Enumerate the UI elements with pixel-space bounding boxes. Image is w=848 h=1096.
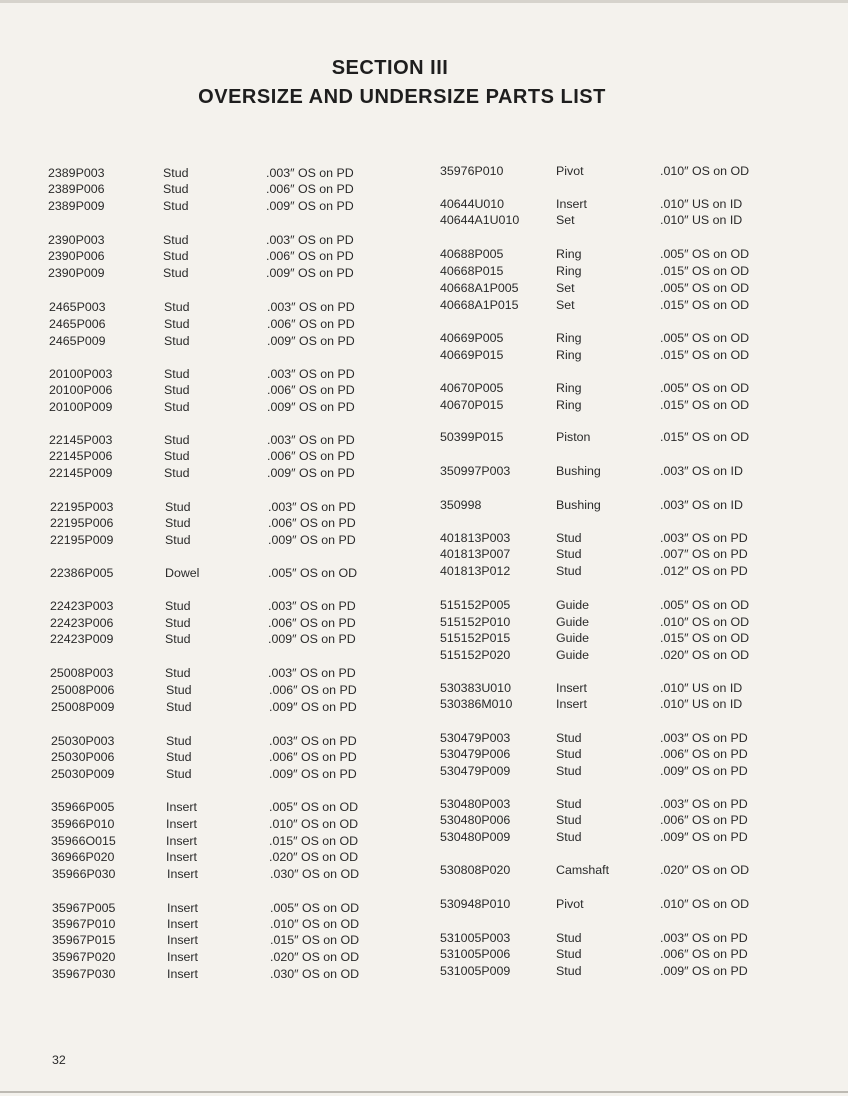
part-description: Insert — [167, 933, 198, 947]
size-spec: .006″ OS on PD — [267, 317, 355, 331]
part-description: Stud — [556, 547, 582, 561]
size-spec: .009″ OS on PD — [660, 964, 748, 978]
part-number: 22423P009 — [50, 632, 114, 646]
size-spec: .020″ OS on OD — [660, 648, 750, 662]
size-spec: .015″ OS on OD — [270, 933, 360, 947]
part-description: Insert — [166, 850, 197, 864]
size-spec: .005″ OS on OD — [660, 381, 750, 395]
part-number: 530479P006 — [440, 747, 511, 761]
part-description: Pivot — [556, 897, 584, 911]
part-description: Stud — [166, 767, 192, 781]
size-spec: .006″ OS on PD — [266, 182, 354, 196]
part-description: Stud — [164, 449, 190, 463]
part-number: 40669P015 — [440, 348, 504, 362]
size-spec: .006″ OS on PD — [269, 683, 357, 697]
size-spec: .005″ OS on OD — [660, 598, 750, 612]
part-number: 20100P009 — [49, 400, 113, 414]
part-number: 40670P005 — [440, 381, 504, 395]
part-description: Stud — [166, 683, 192, 697]
part-number: 35967P020 — [52, 950, 116, 964]
size-spec: .010″ OS on OD — [270, 917, 360, 931]
size-spec: .006″ OS on PD — [660, 747, 748, 761]
part-number: 20100P003 — [49, 367, 113, 381]
size-spec: .009″ OS on PD — [268, 533, 356, 547]
size-spec: .015″ OS on OD — [660, 398, 750, 412]
part-description: Stud — [163, 249, 189, 263]
part-description: Stud — [163, 166, 189, 180]
part-number: 22386P005 — [50, 566, 114, 580]
part-description: Stud — [163, 182, 189, 196]
part-description: Stud — [556, 747, 582, 761]
size-spec: .006″ OS on PD — [269, 750, 357, 764]
part-description: Stud — [556, 964, 582, 978]
size-spec: .006″ OS on PD — [267, 383, 355, 397]
part-number: 2390P009 — [48, 266, 105, 280]
part-number: 35966P010 — [51, 817, 115, 831]
part-description: Stud — [165, 632, 191, 646]
part-description: Stud — [556, 947, 582, 961]
size-spec: .010″ OS on OD — [269, 817, 359, 831]
part-description: Stud — [164, 317, 190, 331]
size-spec: .009″ OS on PD — [660, 830, 748, 844]
size-spec: .009″ OS on PD — [660, 764, 748, 778]
part-number: 35967P005 — [52, 901, 116, 915]
size-spec: .005″ OS on OD — [268, 566, 358, 580]
part-number: 40688P005 — [440, 247, 504, 261]
part-description: Insert — [167, 901, 198, 915]
size-spec: .003″ OS on PD — [266, 166, 354, 180]
part-description: Insert — [166, 834, 197, 848]
part-number: 40668P015 — [440, 264, 504, 278]
part-description: Stud — [556, 731, 582, 745]
size-spec: .012″ OS on PD — [660, 564, 748, 578]
part-number: 530808P020 — [440, 863, 511, 877]
part-description: Stud — [165, 533, 191, 547]
page-title: OVERSIZE AND UNDERSIZE PARTS LIST — [198, 86, 606, 108]
part-number: 350998 — [440, 498, 482, 512]
size-spec: .003″ OS on ID — [660, 498, 743, 512]
part-number: 2389P009 — [48, 199, 105, 213]
size-spec: .015″ OS on OD — [660, 348, 750, 362]
part-description: Insert — [167, 917, 198, 931]
size-spec: .009″ OS on PD — [268, 632, 356, 646]
size-spec: .010″ US on ID — [660, 213, 743, 227]
part-description: Set — [556, 281, 575, 295]
size-spec: .005″ OS on OD — [660, 281, 750, 295]
size-spec: .007″ OS on PD — [660, 547, 748, 561]
part-description: Bushing — [556, 464, 601, 478]
size-spec: .003″ OS on PD — [269, 734, 357, 748]
size-spec: .005″ OS on OD — [660, 331, 750, 345]
part-number: 25030P009 — [51, 767, 115, 781]
part-description: Stud — [556, 797, 582, 811]
part-description: Stud — [163, 233, 189, 247]
part-number: 35966P030 — [52, 867, 116, 881]
size-spec: .003″ OS on PD — [660, 731, 748, 745]
part-description: Stud — [166, 700, 192, 714]
part-number: 531005P009 — [440, 964, 511, 978]
size-spec: .009″ OS on PD — [267, 400, 355, 414]
size-spec: .010″ OS on OD — [660, 897, 750, 911]
part-number: 20100P006 — [49, 383, 113, 397]
size-spec: .006″ OS on PD — [268, 616, 356, 630]
part-number: 25008P006 — [51, 683, 115, 697]
part-description: Stud — [165, 500, 191, 514]
size-spec: .003″ OS on PD — [660, 797, 748, 811]
part-number: 25030P006 — [51, 750, 115, 764]
size-spec: .009″ OS on PD — [267, 466, 355, 480]
size-spec: .003″ OS on PD — [267, 367, 355, 381]
part-description: Guide — [556, 615, 590, 629]
part-description: Stud — [556, 764, 582, 778]
part-description: Guide — [556, 648, 590, 662]
size-spec: .010″ OS on OD — [660, 615, 750, 629]
size-spec: .003″ OS on PD — [660, 931, 748, 945]
part-number: 2390P006 — [48, 249, 105, 263]
size-spec: .010″ US on ID — [660, 697, 743, 711]
part-number: 515152P010 — [440, 615, 511, 629]
size-spec: .009″ OS on PD — [266, 199, 354, 213]
part-number: 40668A1P005 — [440, 281, 519, 295]
size-spec: .030″ OS on OD — [270, 967, 360, 981]
part-number: 35966P005 — [51, 800, 115, 814]
part-number: 530480P003 — [440, 797, 511, 811]
part-description: Piston — [556, 430, 591, 444]
part-description: Stud — [166, 734, 192, 748]
part-number: 530480P006 — [440, 813, 511, 827]
part-description: Stud — [556, 531, 582, 545]
size-spec: .006″ OS on PD — [660, 947, 748, 961]
part-description: Ring — [556, 264, 582, 278]
part-description: Guide — [556, 631, 590, 645]
part-number: 2389P006 — [48, 182, 105, 196]
part-description: Insert — [167, 950, 198, 964]
part-number: 40668A1P015 — [440, 298, 519, 312]
part-description: Stud — [556, 931, 582, 945]
size-spec: .003″ OS on PD — [660, 531, 748, 545]
size-spec: .003″ OS on PD — [267, 300, 355, 314]
part-number: 530480P009 — [440, 830, 511, 844]
part-description: Stud — [165, 516, 191, 530]
part-number: 25008P003 — [50, 666, 114, 680]
part-number: 515152P020 — [440, 648, 511, 662]
part-number: 40644A1U010 — [440, 213, 520, 227]
part-number: 515152P015 — [440, 631, 511, 645]
part-number: 350997P003 — [440, 464, 511, 478]
part-number: 22145P006 — [49, 449, 113, 463]
part-description: Insert — [556, 681, 587, 695]
part-number: 50399P015 — [440, 430, 504, 444]
part-description: Stud — [164, 367, 190, 381]
part-number: 25030P003 — [51, 734, 115, 748]
part-number: 401813P007 — [440, 547, 511, 561]
size-spec: .009″ OS on PD — [269, 700, 357, 714]
part-number: 36966P020 — [51, 850, 115, 864]
size-spec: .006″ OS on PD — [660, 813, 748, 827]
part-description: Insert — [556, 697, 587, 711]
part-number: 401813P003 — [440, 531, 511, 545]
size-spec: .009″ OS on PD — [266, 266, 354, 280]
part-number: 22145P003 — [49, 433, 113, 447]
part-number: 515152P005 — [440, 598, 511, 612]
part-description: Insert — [556, 197, 587, 211]
part-number: 22195P003 — [50, 500, 114, 514]
part-number: 530386M010 — [440, 697, 513, 711]
part-description: Guide — [556, 598, 590, 612]
size-spec: .006″ OS on PD — [268, 516, 356, 530]
part-description: Stud — [165, 666, 191, 680]
part-description: Stud — [163, 266, 189, 280]
bottom-edge-rule — [0, 1091, 848, 1093]
size-spec: .015″ OS on OD — [660, 298, 750, 312]
part-number: 25008P009 — [51, 700, 115, 714]
size-spec: .030″ OS on OD — [270, 867, 360, 881]
part-description: Stud — [165, 616, 191, 630]
part-description: Set — [556, 213, 575, 227]
size-spec: .010″ US on ID — [660, 197, 743, 211]
part-description: Insert — [167, 967, 198, 981]
part-number: 40670P015 — [440, 398, 504, 412]
part-number: 2390P003 — [48, 233, 105, 247]
part-number: 35976P010 — [440, 164, 504, 178]
page-number: 32 — [52, 1053, 66, 1067]
size-spec: .003″ OS on PD — [268, 599, 356, 613]
part-description: Pivot — [556, 164, 584, 178]
part-number: 35967P010 — [52, 917, 116, 931]
size-spec: .003″ OS on PD — [268, 666, 356, 680]
part-number: 531005P006 — [440, 947, 511, 961]
size-spec: .020″ OS on OD — [660, 863, 750, 877]
size-spec: .015″ OS on OD — [660, 264, 750, 278]
part-number: 40644U010 — [440, 197, 505, 211]
size-spec: .006″ OS on PD — [267, 449, 355, 463]
part-number: 35966O015 — [51, 834, 116, 848]
part-number: 2465P006 — [49, 317, 106, 331]
part-number: 22145P009 — [49, 466, 113, 480]
size-spec: .005″ OS on OD — [269, 800, 359, 814]
size-spec: .005″ OS on OD — [270, 901, 360, 915]
part-description: Stud — [164, 466, 190, 480]
part-description: Stud — [556, 813, 582, 827]
part-number: 2389P003 — [48, 166, 105, 180]
part-number: 2465P009 — [49, 334, 106, 348]
part-description: Stud — [165, 599, 191, 613]
part-number: 22423P006 — [50, 616, 114, 630]
part-description: Ring — [556, 247, 582, 261]
size-spec: .003″ OS on PD — [268, 500, 356, 514]
part-description: Ring — [556, 331, 582, 345]
section-heading: SECTION III — [331, 57, 449, 79]
part-description: Stud — [164, 334, 190, 348]
part-number: 35967P015 — [52, 933, 116, 947]
part-number: 22195P009 — [50, 533, 114, 547]
size-spec: .009″ OS on PD — [267, 334, 355, 348]
part-number: 530948P010 — [440, 897, 511, 911]
part-description: Ring — [556, 348, 582, 362]
part-number: 22423P003 — [50, 599, 114, 613]
part-description: Stud — [164, 383, 190, 397]
part-description: Stud — [164, 300, 190, 314]
size-spec: .015″ OS on OD — [660, 430, 750, 444]
part-description: Bushing — [556, 498, 601, 512]
part-description: Dowel — [165, 566, 200, 580]
size-spec: .010″ OS on OD — [660, 164, 750, 178]
part-description: Stud — [166, 750, 192, 764]
part-number: 530479P003 — [440, 731, 511, 745]
part-description: Ring — [556, 381, 582, 395]
part-number: 40669P005 — [440, 331, 504, 345]
part-number: 530383U010 — [440, 681, 511, 695]
part-description: Insert — [166, 800, 197, 814]
size-spec: .015″ OS on OD — [660, 631, 750, 645]
part-description: Camshaft — [556, 863, 610, 877]
size-spec: .003″ OS on PD — [267, 433, 355, 447]
part-number: 531005P003 — [440, 931, 511, 945]
part-description: Stud — [556, 830, 582, 844]
size-spec: .006″ OS on PD — [266, 249, 354, 263]
part-number: 35967P030 — [52, 967, 116, 981]
part-description: Insert — [167, 867, 198, 881]
part-description: Set — [556, 298, 575, 312]
size-spec: .009″ OS on PD — [269, 767, 357, 781]
part-number: 401813P012 — [440, 564, 511, 578]
size-spec: .010″ US on ID — [660, 681, 743, 695]
size-spec: .003″ OS on ID — [660, 464, 743, 478]
size-spec: .020″ OS on OD — [270, 950, 360, 964]
size-spec: .020″ OS on OD — [269, 850, 359, 864]
part-description: Insert — [166, 817, 197, 831]
part-description: Stud — [164, 433, 190, 447]
part-description: Ring — [556, 398, 582, 412]
size-spec: .003″ OS on PD — [266, 233, 354, 247]
size-spec: .015″ OS on OD — [269, 834, 359, 848]
part-number: 530479P009 — [440, 764, 511, 778]
size-spec: .005″ OS on OD — [660, 247, 750, 261]
part-description: Stud — [556, 564, 582, 578]
part-number: 2465P003 — [49, 300, 106, 314]
part-number: 22195P006 — [50, 516, 114, 530]
part-description: Stud — [164, 400, 190, 414]
part-description: Stud — [163, 199, 189, 213]
top-edge-rule — [0, 0, 848, 3]
